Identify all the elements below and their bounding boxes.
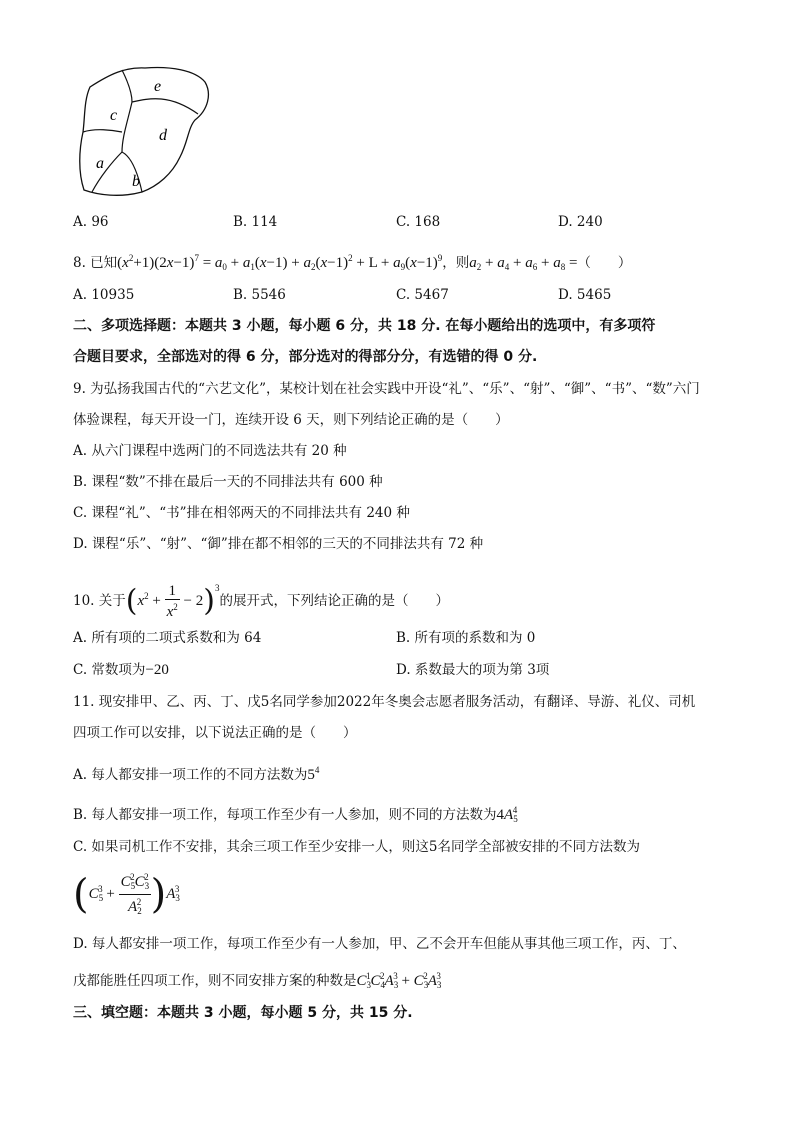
q10-suffix: 的展开式，下列结论正确的是（ ） [219, 593, 449, 609]
q11-option-a [73, 760, 319, 785]
q8-option-b: B. 5546 [233, 287, 286, 303]
q9-stem-line2: 体验课程，每天开设一门，连续开设 6 天，则下列结论正确的是（ ） [73, 412, 509, 428]
q9-option-d: D. 课程“乐”、“射”、“御”排在都不相邻的三天的不同排法共有 72 种 [73, 536, 484, 552]
q11-option-d-formula: $C_3^1C_4^2A_3^3 + C_3^2A_3^3$ [356, 971, 442, 990]
region-label-b: b [132, 173, 140, 190]
q10-option-c-text: C. 常数项为 [73, 662, 146, 678]
q7-option-c: C. 168 [396, 214, 441, 230]
q11-option-a-formula: $5^4$ [307, 765, 320, 783]
q8-suffix: ，则 [442, 255, 470, 271]
q9-option-b: B. 课程“数”不排在最后一天的不同排法共有 600 种 [73, 474, 383, 490]
q11-stem-line1: 11. 现安排甲、乙、丙、丁、戊5名同学参加2022年冬奥会志愿者服务活动，有翻译、导游、礼仪、司机 [73, 694, 696, 710]
q10-option-b: B. 所有项的系数和为 0 [396, 630, 536, 646]
question-10 [73, 570, 449, 620]
region-label-a: a [96, 155, 104, 172]
region-label-d: d [159, 127, 167, 144]
q10-expression: ($x^2$ + $\frac{1}{x^2}$ − 2)$^3$ [125, 582, 220, 620]
region-border-de [132, 99, 198, 114]
region-label-e: e [154, 78, 162, 95]
question-8 [73, 248, 631, 277]
q11-option-c: C. 如果司机工作不安排，其余三项工作至少安排一人，则这5名同学全部被安排的不同方法数为 [73, 839, 641, 855]
region-border-ac [83, 130, 122, 132]
q11-option-a-text: A. 每人都安排一项工作的不同方法数为 [73, 767, 308, 783]
section-2-heading-line1: 二、多项选择题：本题共 3 小题，每小题 6 分，共 18 分. 在每小题给出的选项中，有多项符 [73, 318, 656, 334]
q11-option-b [73, 800, 517, 829]
q8-target-sum: $a_2 + a_4 + a_6 + a_8$ = [469, 255, 578, 272]
q8-paren: （ ） [577, 255, 632, 271]
q11-option-d-text: 戊都能胜任四项工作，则不同安排方案的种数是 [73, 973, 357, 989]
q8-option-c: C. 5467 [396, 287, 449, 303]
q11-option-d-line1: D. 每人都安排一项工作，每项工作至少有一人参加，甲、乙不会开车但能从事其他三项工作，丙、丁、 [73, 936, 686, 952]
q7-option-d: D. 240 [558, 214, 603, 230]
q11-option-c-formula: ($C_5^3$ + $\frac{C_5^2C_3^2}{A_2^2}$ )$A_3^3$ [73, 871, 180, 918]
region-map-outline [80, 68, 209, 196]
region-label-c: c [110, 107, 118, 124]
q10-option-d: D. 系数最大的项为第 3项 [396, 662, 550, 678]
region-map-figure [70, 62, 220, 202]
q7-option-a: A. 96 [73, 214, 109, 230]
q9-option-a: A. 从六门课程中选两门的不同选法共有 20 种 [73, 443, 347, 459]
q7-option-b: B. 114 [233, 214, 278, 230]
section-3-heading: 三、填空题：本题共 3 小题，每小题 5 分，共 15 分. [73, 1005, 413, 1021]
q9-option-c: C. 课程“礼”、“书”排在相邻两天的不同排法共有 240 种 [73, 505, 410, 521]
q10-option-c [73, 660, 169, 680]
q10-prefix: 10. 关于 [73, 593, 126, 609]
region-border-ce [122, 70, 132, 102]
q9-stem-line1: 9. 为弘扬我国古代的“六艺文化”，某校计划在社会实践中开设“礼”、“乐”、“射”、“御”、“书”、“数”六门 [73, 381, 700, 397]
q8-option-a: A. 10935 [73, 287, 135, 303]
q10-option-a: A. 所有项的二项式系数和为 64 [73, 630, 262, 646]
region-border-cd [122, 102, 132, 152]
section-2-heading-line2: 合题目要求，全部选对的得 6 分，部分选对的得部分分，有选错的得 0 分. [73, 349, 538, 365]
q11-option-b-formula: $4A_5^4$ [496, 805, 518, 824]
q11-option-d-line2 [73, 966, 441, 995]
q11-option-b-text: B. 每人都安排一项工作，每项工作至少有一人参加，则不同的方法数为 [73, 807, 497, 823]
q8-prefix: 8. 已知 [73, 255, 118, 271]
q10-option-c-value: −20 [145, 662, 169, 678]
q8-option-d: D. 5465 [558, 287, 612, 303]
q11-stem-line2: 四项工作可以安排，以下说法正确的是（ ） [73, 725, 357, 741]
q8-equation: $(x^2+1)(2x-1)^7 = a_0 + a_1(x-1) + a_2(x-1)^2 + L + a_9(x-1)^9$ [117, 253, 443, 272]
